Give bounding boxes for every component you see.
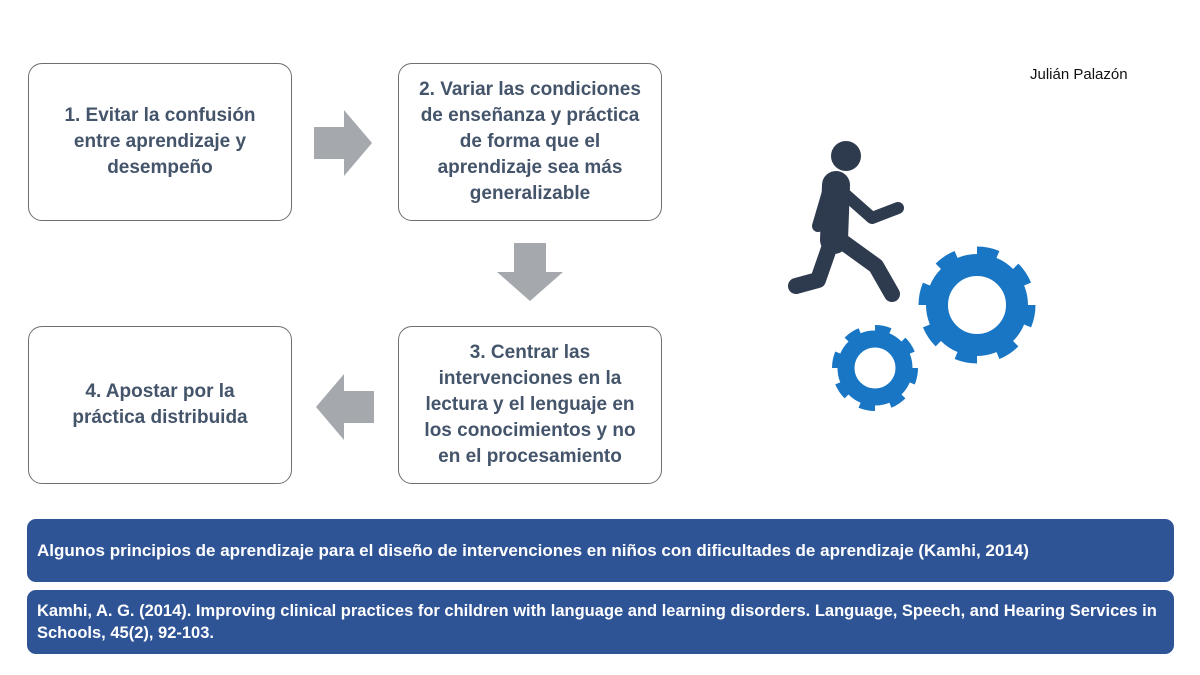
reference-banner: Kamhi, A. G. (2014). Improving clinical practices for children with language and learning disorders. Language, Speech, and Hearing Services in Schools, 45(2), 92-103. (27, 590, 1174, 654)
step-3-box: 3. Centrar las intervenciones en la lectura y el lenguaje en los conocimientos y no en el procesamiento (398, 326, 662, 484)
arrow-left-icon (316, 374, 374, 440)
author-name: Julián Palazón (1030, 66, 1128, 83)
banner-title: Algunos principios de aprendizaje para el diseño de intervenciones en niños con dificultades de aprendizaje (Kamhi, 2014) (27, 519, 1174, 582)
illustration (780, 130, 1050, 420)
arrow-right-icon (314, 110, 372, 176)
step-1-box: 1. Evitar la confusión entre aprendizaje y desempeño (28, 63, 292, 221)
gear-icon (837, 330, 913, 406)
running-person-icon (796, 141, 898, 294)
arrow-down-icon (497, 243, 563, 301)
step-2-box: 2. Variar las condiciones de enseñanza y práctica de forma que el aprendizaje sea más generalizable (398, 63, 662, 221)
gear-icon (925, 253, 1029, 357)
step-4-box: 4. Apostar por la práctica distribuida (28, 326, 292, 484)
